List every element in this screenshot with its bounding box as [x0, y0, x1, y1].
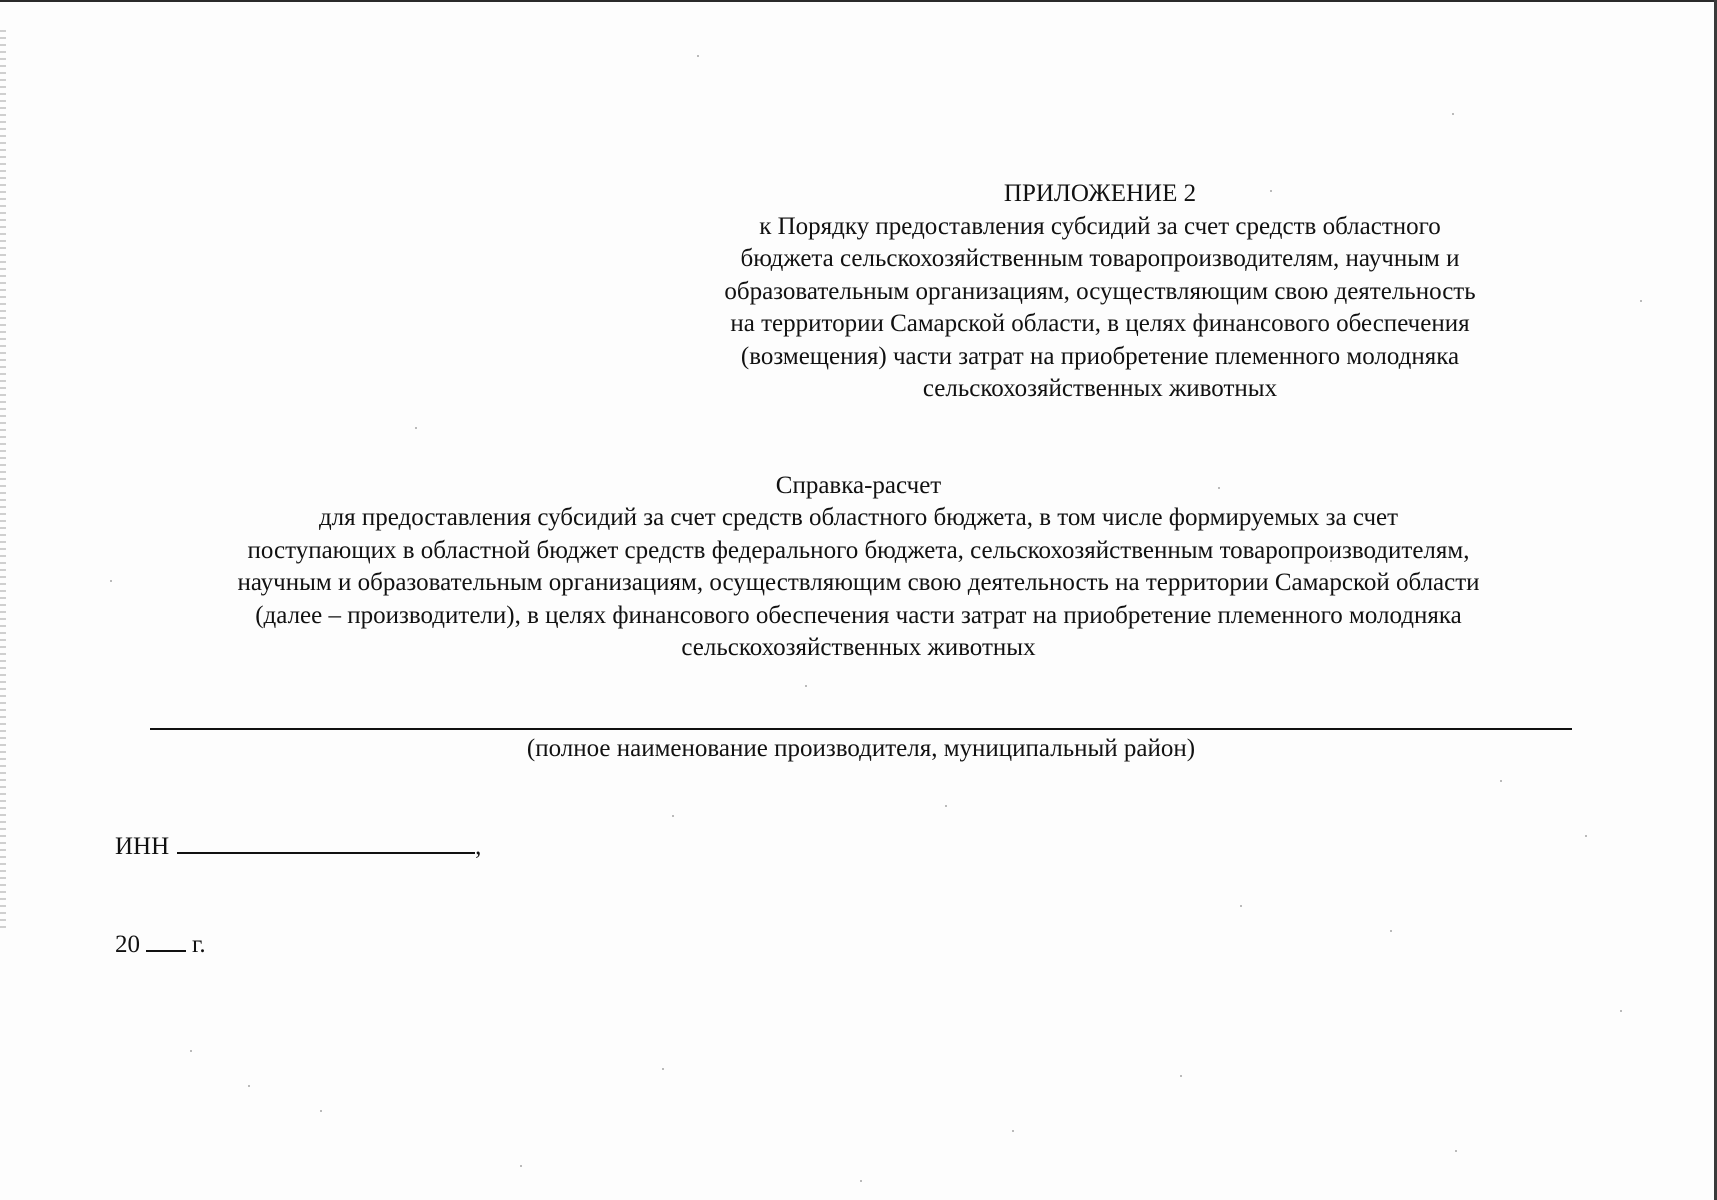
appendix-line: (возмещения) части затрат на приобретение племенного молодняка — [740, 342, 1460, 370]
body-line: научным и образовательным организациям, осуществляющим свою деятельность на территории Самарской области — [237, 569, 1480, 596]
scan-edge-top — [0, 0, 1717, 2]
appendix-line: образовательным организациям, осуществляющим свою деятельность — [724, 277, 1476, 305]
producer-name-line — [150, 728, 1572, 730]
inn-suffix: , — [475, 833, 482, 860]
inn-blank-line — [177, 830, 475, 854]
appendix-line: к Порядку предоставления субсидий за счет средств областного — [759, 212, 1441, 240]
inn-row — [115, 830, 481, 863]
year-blank-line — [146, 928, 186, 952]
inn-label: ИНН — [115, 833, 170, 860]
document-title: Справка-расчет — [775, 472, 942, 499]
producer-caption: (полное наименование производителя, муниципальный район) — [526, 735, 1196, 762]
year-prefix: 20 — [115, 931, 140, 958]
appendix-heading: ПРИЛОЖЕНИЕ 2 — [1003, 180, 1197, 207]
body-line: (далее – производители), в целях финансового обеспечения части затрат на приобретение племенного молодняка — [255, 601, 1462, 629]
body-line: поступающих в областной бюджет средств федерального бюджета, сельскохозяйственным товаропроизводителям, — [247, 536, 1470, 564]
appendix-line: бюджета сельскохозяйственным товаропроизводителям, научным и — [740, 245, 1460, 272]
document-body — [100, 502, 1617, 665]
body-line: сельскохозяйственных животных — [681, 634, 1036, 661]
appendix-line: на территории Самарской области, в целях финансового обеспечения — [730, 310, 1470, 337]
appendix-header — [650, 178, 1550, 406]
appendix-line: сельскохозяйственных животных — [922, 375, 1278, 402]
year-suffix: г. — [192, 931, 206, 958]
body-line: для предоставления субсидий за счет средств областного бюджета, в том числе формируемых за счет — [318, 504, 1399, 531]
year-row — [115, 928, 206, 961]
